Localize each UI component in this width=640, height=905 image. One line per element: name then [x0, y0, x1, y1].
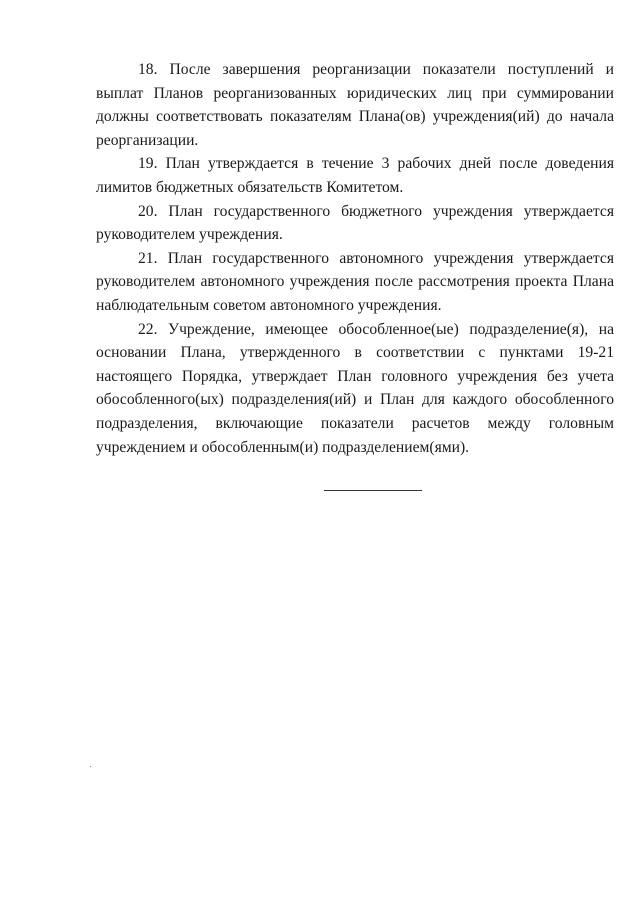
paragraph-22: 22. Учреждение, имеющее обособленное(ые) подразделение(я), на основании Плана, утвержденного в соответствии с пунктами 19-21 настоящего Порядка, утверждает План головного учреждения без учета обособленного(ых) подразделения(ий) и План для каждого обособленного подразделения, включающие показатели расчетов между головным учреждением и обособленным(и) подразделением(ями).: [96, 320, 614, 456]
paragraph-20: 20. План государственного бюджетного учреждения утверждается руководителем учреждения.: [96, 202, 614, 244]
paragraph-18: 18. После завершения реорганизации показатели поступлений и выплат Планов реорганизованных юридических лиц при суммировании должны соответствовать показателям Плана(ов) учреждения(ий) до начала реорганизации.: [96, 61, 614, 149]
paragraph-19: 19. План утверждается в течение 3 рабочих дней после доведения лимитов бюджетных обязательств Комитетом.: [96, 155, 614, 196]
document-body: [96, 58, 614, 459]
scan-speck: [90, 766, 91, 767]
paragraph-21: 21. План государственного автономного учреждения утверждается руководителем автономного учреждения после рассмотрения проекта Плана наблюдательным советом автономного учреждения.: [96, 249, 614, 314]
end-of-text-rule: [324, 490, 422, 491]
